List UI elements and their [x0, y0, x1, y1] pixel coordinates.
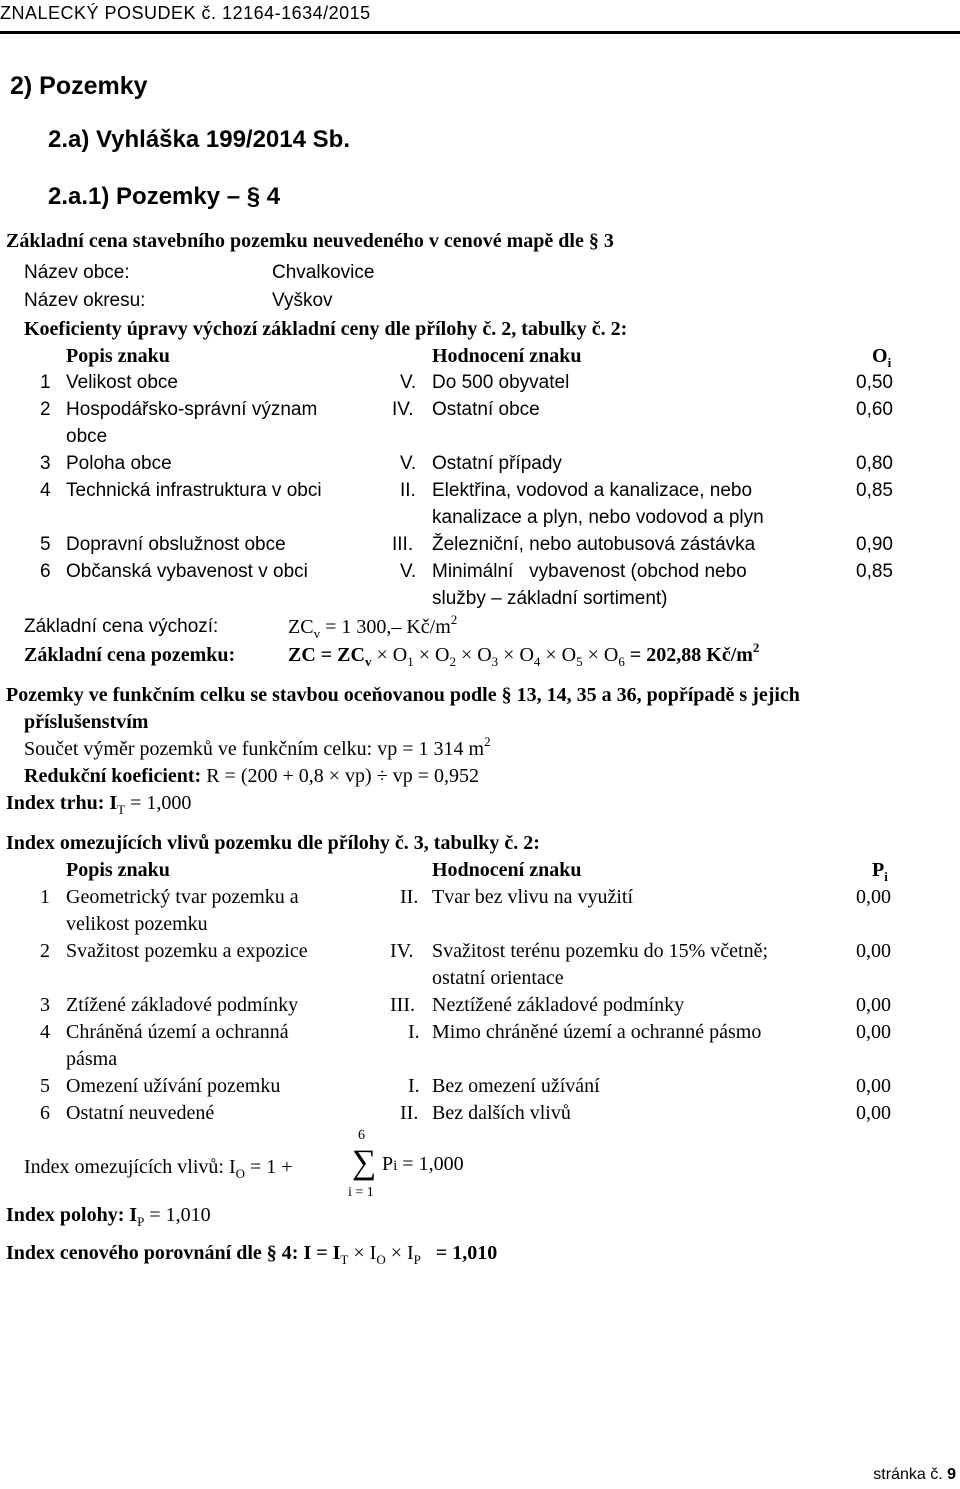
row-desc: Velikost obce — [66, 372, 178, 393]
row-eval: Do 500 obyvatel — [432, 372, 570, 393]
row-value: 0,00 — [856, 940, 891, 962]
row-eval: Ostatní případy — [432, 453, 562, 474]
zc-formula: $ZC_v = 1$ 300,– $Kč/m^2$ — [288, 612, 458, 641]
row-eval: Tvar bez vlivu na využití — [432, 886, 634, 908]
header-rule — [0, 31, 960, 34]
row-grade: III. — [392, 534, 414, 555]
row-desc-line2: velikost pozemku — [66, 913, 208, 935]
row-grade: IV. — [390, 940, 414, 962]
row-desc: Občanská vybavenost v obci — [66, 561, 308, 582]
market-index: Index trhu: $I_T = 1,000$ — [6, 792, 192, 817]
row-number: 5 — [40, 1075, 50, 1097]
table1-header-oi: $O_i$ — [872, 345, 892, 370]
row-desc: Hospodářsko-správní význam — [66, 399, 318, 420]
row-number: 2 — [40, 940, 50, 962]
row-eval-line2: kanalizace a plyn, nebo vodovod a plyn — [432, 507, 764, 528]
row-number: 5 — [40, 534, 51, 555]
row-desc: Omezení užívání pozemku — [66, 1075, 281, 1097]
row-value: 0,80 — [856, 453, 893, 474]
reduction-coefficient: Redukční koeficient: R = (200 + 0,8 × vp) ÷ vp = 0,952 — [24, 765, 479, 787]
row-desc-line2: pásma — [66, 1048, 118, 1070]
land-title-line1: Pozemky ve funkčním celku se stavbou oceňovanou podle § 13, 14, 35 a 36, popřípadě s jejich — [6, 684, 800, 706]
row-value: 0,85 — [856, 561, 893, 582]
document-header: ZNALECKÝ POSUDEK č. 12164-1634/2015 — [0, 3, 371, 23]
table1-header-hodnoceni: Hodnocení znaku — [432, 345, 582, 367]
row-value: 0,00 — [856, 994, 891, 1016]
section-heading-1: 2) Pozemky — [10, 72, 148, 100]
row-value: 0,00 — [856, 1102, 891, 1124]
obec-value: Chvalkovice — [272, 262, 375, 283]
row-number: 3 — [40, 994, 50, 1016]
page-footer: stránka č. 9 — [873, 1466, 956, 1483]
row-eval: Bez dalších vlivů — [432, 1102, 571, 1124]
row-grade: V. — [400, 372, 417, 393]
row-value: 0,00 — [856, 1021, 891, 1043]
limits-index-formula: Index omezujících vlivů: $I_O = 1$ + — [24, 1156, 293, 1181]
row-value: 0,00 — [856, 1075, 891, 1097]
row-number: 6 — [40, 561, 51, 582]
row-eval: Bez omezení užívání — [432, 1075, 600, 1097]
zcp-label: Základní cena pozemku: — [24, 644, 236, 666]
row-value: 0,85 — [856, 480, 893, 501]
final-index: Index cenového porovnání dle § 4: $I = I_T \times I_O \times I_P$ = 1,010 — [6, 1242, 498, 1267]
row-number: 4 — [40, 1021, 50, 1043]
row-grade: IV. — [392, 399, 414, 420]
okres-label: Název okresu: — [24, 290, 146, 311]
row-eval: Železniční, nebo autobusová zástávka — [432, 534, 756, 555]
row-desc: Geometrický tvar pozemku a — [66, 886, 299, 908]
table2-header-popis: Popis znaku — [66, 859, 170, 881]
sum-lower-limit: i = 1 — [348, 1185, 374, 1200]
row-desc-line2: obce — [66, 426, 108, 447]
heading-3-section-ref: § 4 — [246, 183, 281, 210]
row-desc: Technická infrastruktura v obci — [66, 480, 322, 501]
row-grade: II. — [400, 1102, 419, 1124]
sum-upper-limit: 6 — [358, 1128, 365, 1143]
row-desc: Svažitost pozemku a expozice — [66, 940, 308, 962]
location-index: Index polohy: $I_P = 1,010$ — [6, 1204, 211, 1229]
zcp-formula: ZC = $ZC_v \times O_1 \times O_2 \times O_3 \times O_4 \times O_5 \times O_6 = 202,88$ $Kč/m^2$ — [288, 640, 760, 669]
row-number: 3 — [40, 453, 51, 474]
zc-label: Základní cena výchozí: — [24, 616, 219, 637]
row-grade: I. — [408, 1075, 420, 1097]
row-eval: Elektřina, vodovod a kanalizace, nebo — [432, 480, 753, 501]
row-desc: Chráněná území a ochranná — [66, 1021, 289, 1043]
limits-index-result: Pi = 1,000 — [382, 1153, 464, 1175]
koef-title: Koeficienty úpravy výchozí základní ceny dle přílohy č. 2, tabulky č. 2: — [24, 318, 628, 340]
limits-title: Index omezujících vlivů pozemku dle přílohy č. 3, tabulky č. 2: — [6, 832, 540, 854]
row-grade: II. — [400, 480, 416, 501]
row-value: 0,90 — [856, 534, 893, 555]
table2-header-hodnoceni: Hodnocení znaku — [432, 859, 582, 881]
row-eval: Mimo chráněné území a ochranné pásmo — [432, 1021, 762, 1043]
land-title-line2: příslušenstvím — [24, 711, 149, 733]
row-grade: I. — [408, 1021, 420, 1043]
row-eval-line2: ostatní orientace — [432, 967, 564, 989]
row-desc: Poloha obce — [66, 453, 172, 474]
row-eval-line2: služby – základní sortiment) — [432, 588, 668, 609]
obec-label: Název obce: — [24, 262, 130, 283]
row-eval: Neztížené základové podmínky — [432, 994, 685, 1016]
row-number: 1 — [40, 886, 50, 908]
row-number: 2 — [40, 399, 51, 420]
section-heading-3 — [48, 183, 280, 211]
row-eval: Svažitost terénu pozemku do 15% včetně; — [432, 940, 769, 962]
heading-3-prefix: 2.a.1) Pozemky – — [48, 183, 241, 210]
sum-symbol: ∑ — [352, 1144, 377, 1181]
row-grade: V. — [400, 453, 417, 474]
row-number: 1 — [40, 372, 51, 393]
base-price-title: Základní cena stavebního pozemku neuvedeného v cenové mapě dle § 3 — [6, 230, 614, 252]
row-grade: III. — [390, 994, 415, 1016]
row-eval: Ostatní obce — [432, 399, 540, 420]
row-desc: Dopravní obslužnost obce — [66, 534, 286, 555]
row-number: 4 — [40, 480, 51, 501]
row-value: 0,50 — [856, 372, 893, 393]
row-desc: Ztížené základové podmínky — [66, 994, 299, 1016]
row-grade: II. — [400, 886, 419, 908]
section-heading-2: 2.a) Vyhláška 199/2014 Sb. — [48, 126, 350, 153]
table2-header-pi: $P_i$ — [872, 859, 888, 884]
row-desc: Ostatní neuvedené — [66, 1102, 215, 1124]
row-eval: Minimální vybavenost (obchod nebo — [432, 561, 747, 582]
row-value: 0,60 — [856, 399, 893, 420]
okres-value: Vyškov — [272, 290, 333, 311]
row-number: 6 — [40, 1102, 50, 1124]
land-area: Součet výměr pozemků ve funkčním celku: vp = 1 314 $m^2$ — [24, 734, 491, 760]
row-value: 0,00 — [856, 886, 891, 908]
table1-header-popis: Popis znaku — [66, 345, 170, 367]
row-grade: V. — [400, 561, 417, 582]
